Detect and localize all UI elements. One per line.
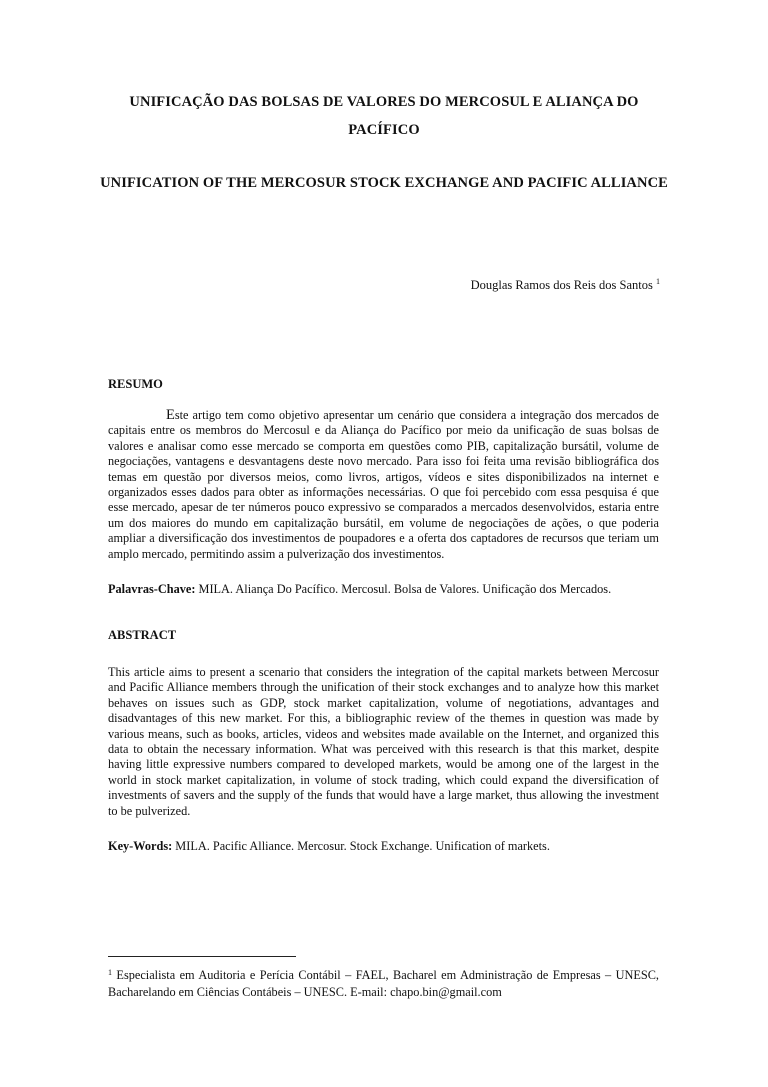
resumo-text: ste artigo tem como objetivo apresentar um cenário que considera a integração dos mercados de capitais entre os membros do Mercosul e da Aliança do Pacífico por meio da unificação de suas bolsas de valores e analisar como esse mercado se comporta em questões como PIB, capitalização bursátil, volume de negociações, vantagens e desvantagens deste novo mercado. Para isso foi feita uma revisão bibliográfica dos temas em questão por diversos meios, como livros, artigos, vídeos e sites disponibilizados na internet e organizados esses dados para obter as informações necessárias. O que foi percebido com essa pesquisa é que esse mercado, apesar de ter números pouco expressivo se comparados a mercados desenvolvidos, estaria entre um dos maiores do mundo em capitalização bursátil, em volume de negociações de ações, o que poderia ampliar a diversificação dos investimentos de poupadores e a oferta dos captadores de recursos que teriam um amplo mercado, permitindo assim a pulverização dos investimentos.	[108, 408, 659, 561]
resumo-paragraph	[108, 408, 659, 562]
title-portuguese: UNIFICAÇÃO DAS BOLSAS DE VALORES DO MERCOSUL E ALIANÇA DO PACÍFICO	[129, 94, 639, 138]
abstract-heading: ABSTRACT	[108, 628, 177, 642]
resumo-initial-letter: E	[166, 407, 175, 423]
footnote-divider	[108, 956, 296, 957]
footnote	[108, 964, 659, 1001]
palavras-chave	[108, 582, 668, 597]
palavras-chave-text: MILA. Aliança Do Pacífico. Mercosul. Bolsa de Valores. Unificação dos Mercados.	[195, 582, 612, 596]
abstract-paragraph: This article aims to present a scenario that considers the integration of the capital markets between Mercosur and Pacific Alliance members through the unification of their stock exchanges and to analyze how this market behaves on issues such as GDP, stock market capitalization, volume of negotiations, advantages and disadvantages of this new market. For this, a bibliographic review of the themes in question was made by various means, such as books, articles, videos and websites made available on the Internet, and organized this data to obtain the necessary information. What was perceived with this research is that this market, despite having little expressive numbers compared to developed markets, would be among one of the largest in the world in stock market capitalization, in volume of stock trading, which could expand the diversification of investments of savers and the supply of the funds that would have a large market, thus allowing the investment to be pulverized.	[108, 665, 659, 818]
author-name: Douglas Ramos dos Reis dos Santos	[470, 278, 653, 292]
palavras-chave-label: Palavras-Chave:	[108, 582, 196, 596]
title-english: UNIFICATION OF THE MERCOSUR STOCK EXCHANGE AND PACIFIC ALLIANCE	[100, 175, 668, 191]
footnote-mark: 1	[108, 968, 112, 977]
author-line	[471, 277, 660, 293]
key-words-label: Key-Words:	[108, 839, 173, 853]
resumo-heading: RESUMO	[108, 377, 163, 391]
author-footnote-mark: 1	[656, 277, 660, 286]
key-words	[108, 839, 668, 854]
footnote-text: Especialista em Auditoria e Perícia Contábil – FAEL, Bacharel em Administração de Empresas – UNESC, Bacharelando em Ciências Contábeis – UNESC. E-mail: chapo.bin@gmail.com	[108, 968, 659, 999]
key-words-text: MILA. Pacific Alliance. Mercosur. Stock Exchange. Unification of markets.	[172, 839, 550, 853]
